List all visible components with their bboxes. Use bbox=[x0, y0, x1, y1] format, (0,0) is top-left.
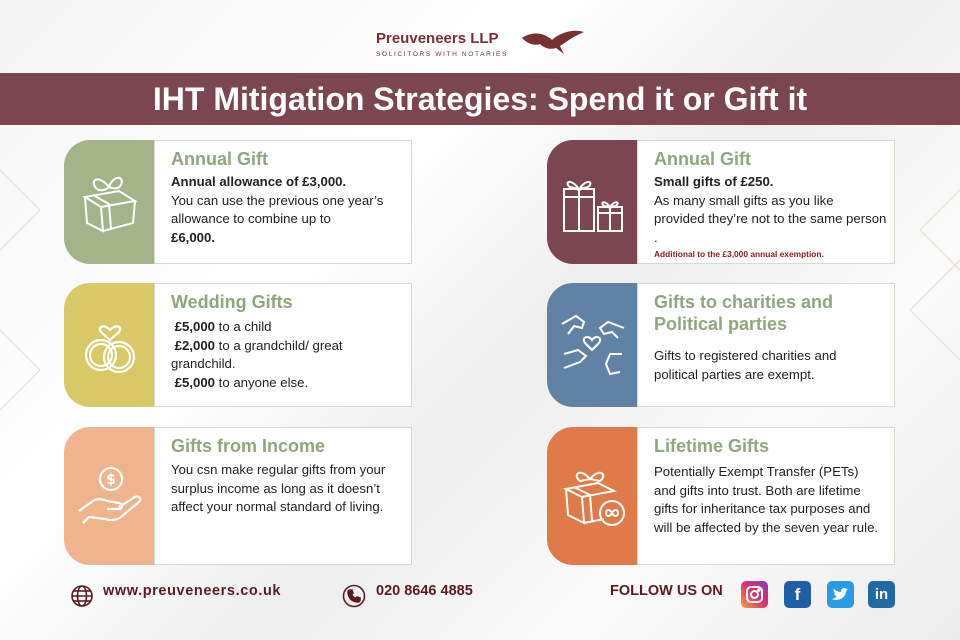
icon-tab bbox=[64, 140, 156, 264]
small-gift-limit-text: Small gifts of £250. bbox=[654, 174, 774, 189]
gift-box-icon bbox=[75, 167, 145, 237]
card-title: Gifts to charities and Political parties bbox=[654, 292, 834, 334]
instagram-icon[interactable] bbox=[741, 581, 768, 608]
helping-hands-icon bbox=[558, 310, 628, 380]
annual-exemption-note: Additional to the £3,000 annual exemption. bbox=[654, 249, 824, 259]
small-gifts-card bbox=[547, 140, 895, 264]
card-body: Gifts to registered charities and political parties are exempt. bbox=[654, 348, 837, 382]
annual-gift-card bbox=[64, 140, 412, 264]
brand-tagline: SOLICITORS WITH NOTARIES bbox=[376, 51, 508, 58]
svg-text:$: $ bbox=[106, 472, 116, 488]
gift-infinity-icon bbox=[558, 461, 628, 531]
eagle-icon bbox=[520, 28, 586, 56]
small-gift-detail-text: As many small gifts as you like provided they’re not to the same person . bbox=[654, 192, 887, 245]
card-body bbox=[171, 318, 404, 392]
gifts-from-income-card bbox=[64, 427, 412, 565]
globe-icon bbox=[70, 584, 94, 608]
card-title: Gifts from Income bbox=[171, 436, 326, 456]
gift-recipient: to a child bbox=[215, 319, 272, 334]
gift-amount: £2,000 bbox=[174, 337, 216, 353]
card-body: Potentially Exempt Transfer (PETs) and gifts into trust. Both are lifetime gifts for inheritance tax purposes and will be affected by the seven year rule. bbox=[654, 464, 879, 535]
card-body bbox=[171, 173, 404, 247]
lifetime-gifts-card bbox=[547, 427, 895, 565]
twitter-icon[interactable] bbox=[827, 581, 854, 608]
icon-tab bbox=[547, 140, 639, 264]
card-body bbox=[654, 173, 887, 261]
previous-year-text: You can use the previous one year’s allowance to combine up to bbox=[171, 192, 384, 226]
gift-amount: £5,000 bbox=[174, 319, 216, 334]
page-title: IHT Mitigation Strategies: Spend it or Gift it bbox=[0, 73, 960, 125]
gift-amount: £5,000 bbox=[174, 374, 216, 390]
icon-tab bbox=[64, 283, 156, 407]
website-link[interactable]: www.preuveneers.co.uk bbox=[103, 583, 282, 599]
card-title: Lifetime Gifts bbox=[654, 436, 770, 456]
hand-coin-icon bbox=[75, 461, 145, 531]
icon-tab bbox=[64, 427, 156, 565]
annual-allowance-text: Annual allowance of £3,000. bbox=[171, 174, 347, 189]
gift-recipient: to anyone else. bbox=[215, 374, 309, 390]
card-title: Wedding Gifts bbox=[171, 292, 293, 312]
gift-recipient: to a grandchild/ great grandchild. bbox=[171, 337, 343, 371]
icon-tab bbox=[547, 283, 639, 407]
brand-name: Preuveneers LLP bbox=[376, 30, 499, 47]
phone-number[interactable]: 020 8646 4885 bbox=[376, 583, 473, 599]
phone-icon bbox=[342, 584, 366, 608]
charities-card bbox=[547, 283, 895, 407]
follow-us-label: FOLLOW US ON bbox=[610, 583, 723, 599]
card-title: Annual Gift bbox=[654, 149, 751, 169]
small-gifts-icon bbox=[558, 167, 628, 237]
wedding-rings-icon bbox=[75, 310, 145, 380]
icon-tab bbox=[547, 427, 639, 565]
card-title: Annual Gift bbox=[171, 149, 268, 169]
card-body: You csn make regular gifts from your surplus income as long as it doesn’t affect your normal standard of living. bbox=[171, 462, 386, 514]
facebook-icon[interactable]: f bbox=[784, 581, 811, 608]
combined-amount-text: £6,000. bbox=[171, 229, 215, 245]
brand-logo[interactable] bbox=[376, 26, 596, 66]
linkedin-icon[interactable]: in bbox=[868, 581, 895, 608]
wedding-gifts-card bbox=[64, 283, 412, 407]
